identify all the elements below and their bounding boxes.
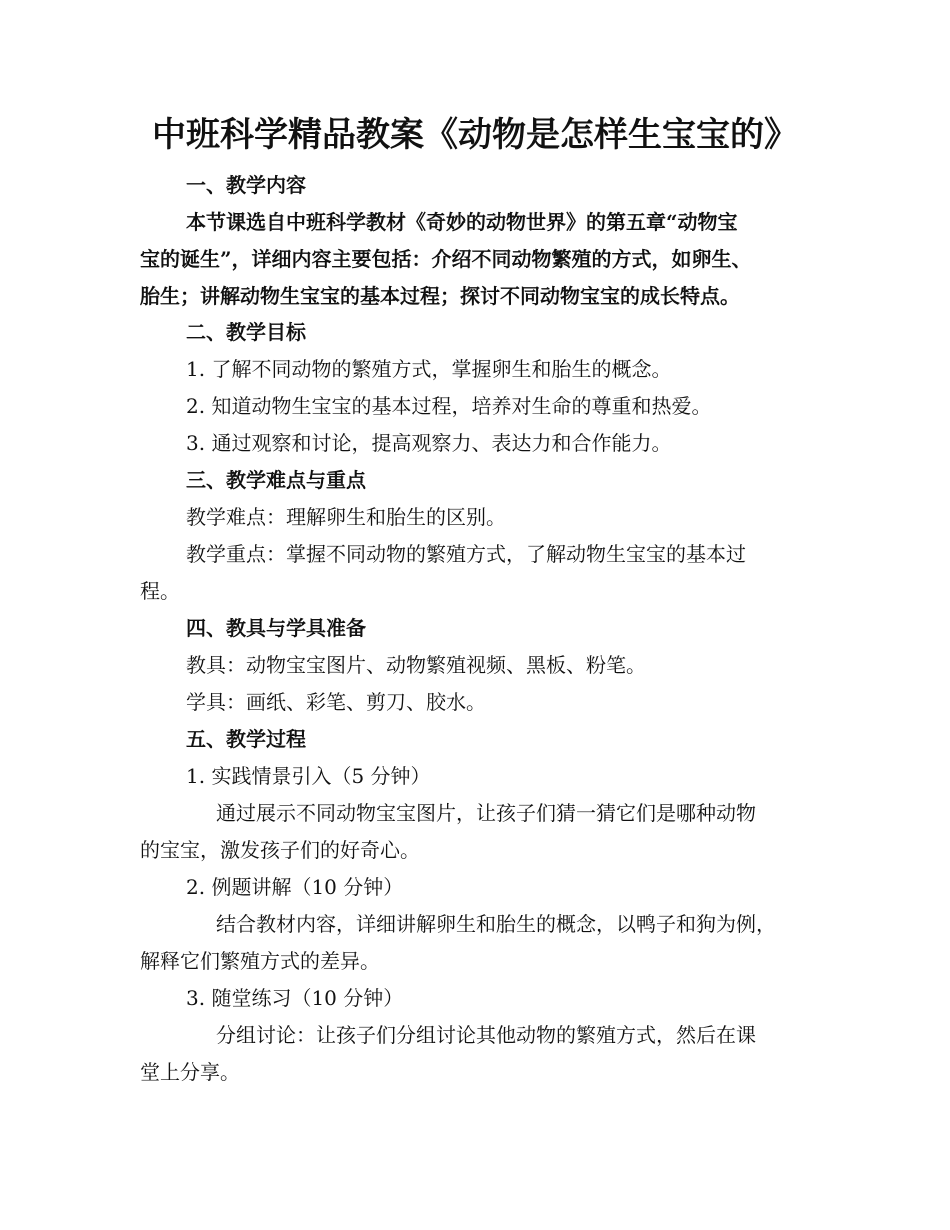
section-heading-materials: 四、教具与学具准备 (186, 616, 366, 640)
process-step-text: 结合教材内容，详细讲解卵生和胎生的概念，以鸭子和狗为例， (216, 912, 776, 936)
content-paragraph-line: 本节课选自中班科学教材《奇妙的动物世界》的第五章“动物宝 (186, 210, 738, 234)
goal-item: 1. 了解不同动物的繁殖方式，掌握卵生和胎生的概念。 (186, 357, 672, 381)
process-step-title: 1. 实践情景引入（5 分钟） (186, 764, 431, 788)
key-point-text: 教学重点：掌握不同动物的繁殖方式，了解动物生宝宝的基本过 (186, 542, 746, 566)
process-step-text: 的宝宝，激发孩子们的好奇心。 (140, 838, 420, 862)
process-step-text: 堂上分享。 (140, 1060, 240, 1084)
key-point-text: 程。 (140, 579, 180, 603)
section-heading-goals: 二、教学目标 (186, 320, 306, 344)
goal-item: 3. 通过观察和讨论，提高观察力、表达力和合作能力。 (186, 431, 672, 455)
section-heading-content: 一、教学内容 (186, 173, 306, 197)
section-heading-process: 五、教学过程 (186, 727, 306, 751)
content-paragraph-line: 胎生；讲解动物生宝宝的基本过程；探讨不同动物宝宝的成长特点。 (140, 284, 740, 308)
process-step-text: 通过展示不同动物宝宝图片，让孩子们猜一猜它们是哪种动物 (216, 801, 756, 825)
document-title: 中班科学精品教案《动物是怎样生宝宝的》 (152, 115, 798, 155)
section-heading-difficulty: 三、教学难点与重点 (186, 468, 366, 492)
goal-item: 2. 知道动物生宝宝的基本过程，培养对生命的尊重和热爱。 (186, 394, 712, 418)
process-step-text: 解释它们繁殖方式的差异。 (140, 949, 380, 973)
difficulty-text: 教学难点：理解卵生和胎生的区别。 (186, 505, 506, 529)
process-step-title: 2. 例题讲解（10 分钟） (186, 875, 404, 899)
process-step-title: 3. 随堂练习（10 分钟） (186, 986, 404, 1010)
content-paragraph-line: 宝的诞生”，详细内容主要包括：介绍不同动物繁殖的方式，如卵生、 (140, 247, 752, 271)
process-step-text: 分组讨论：让孩子们分组讨论其他动物的繁殖方式，然后在课 (216, 1023, 756, 1047)
teaching-tools-text: 教具：动物宝宝图片、动物繁殖视频、黑板、粉笔。 (186, 653, 646, 677)
learning-tools-text: 学具：画纸、彩笔、剪刀、胶水。 (186, 690, 486, 714)
